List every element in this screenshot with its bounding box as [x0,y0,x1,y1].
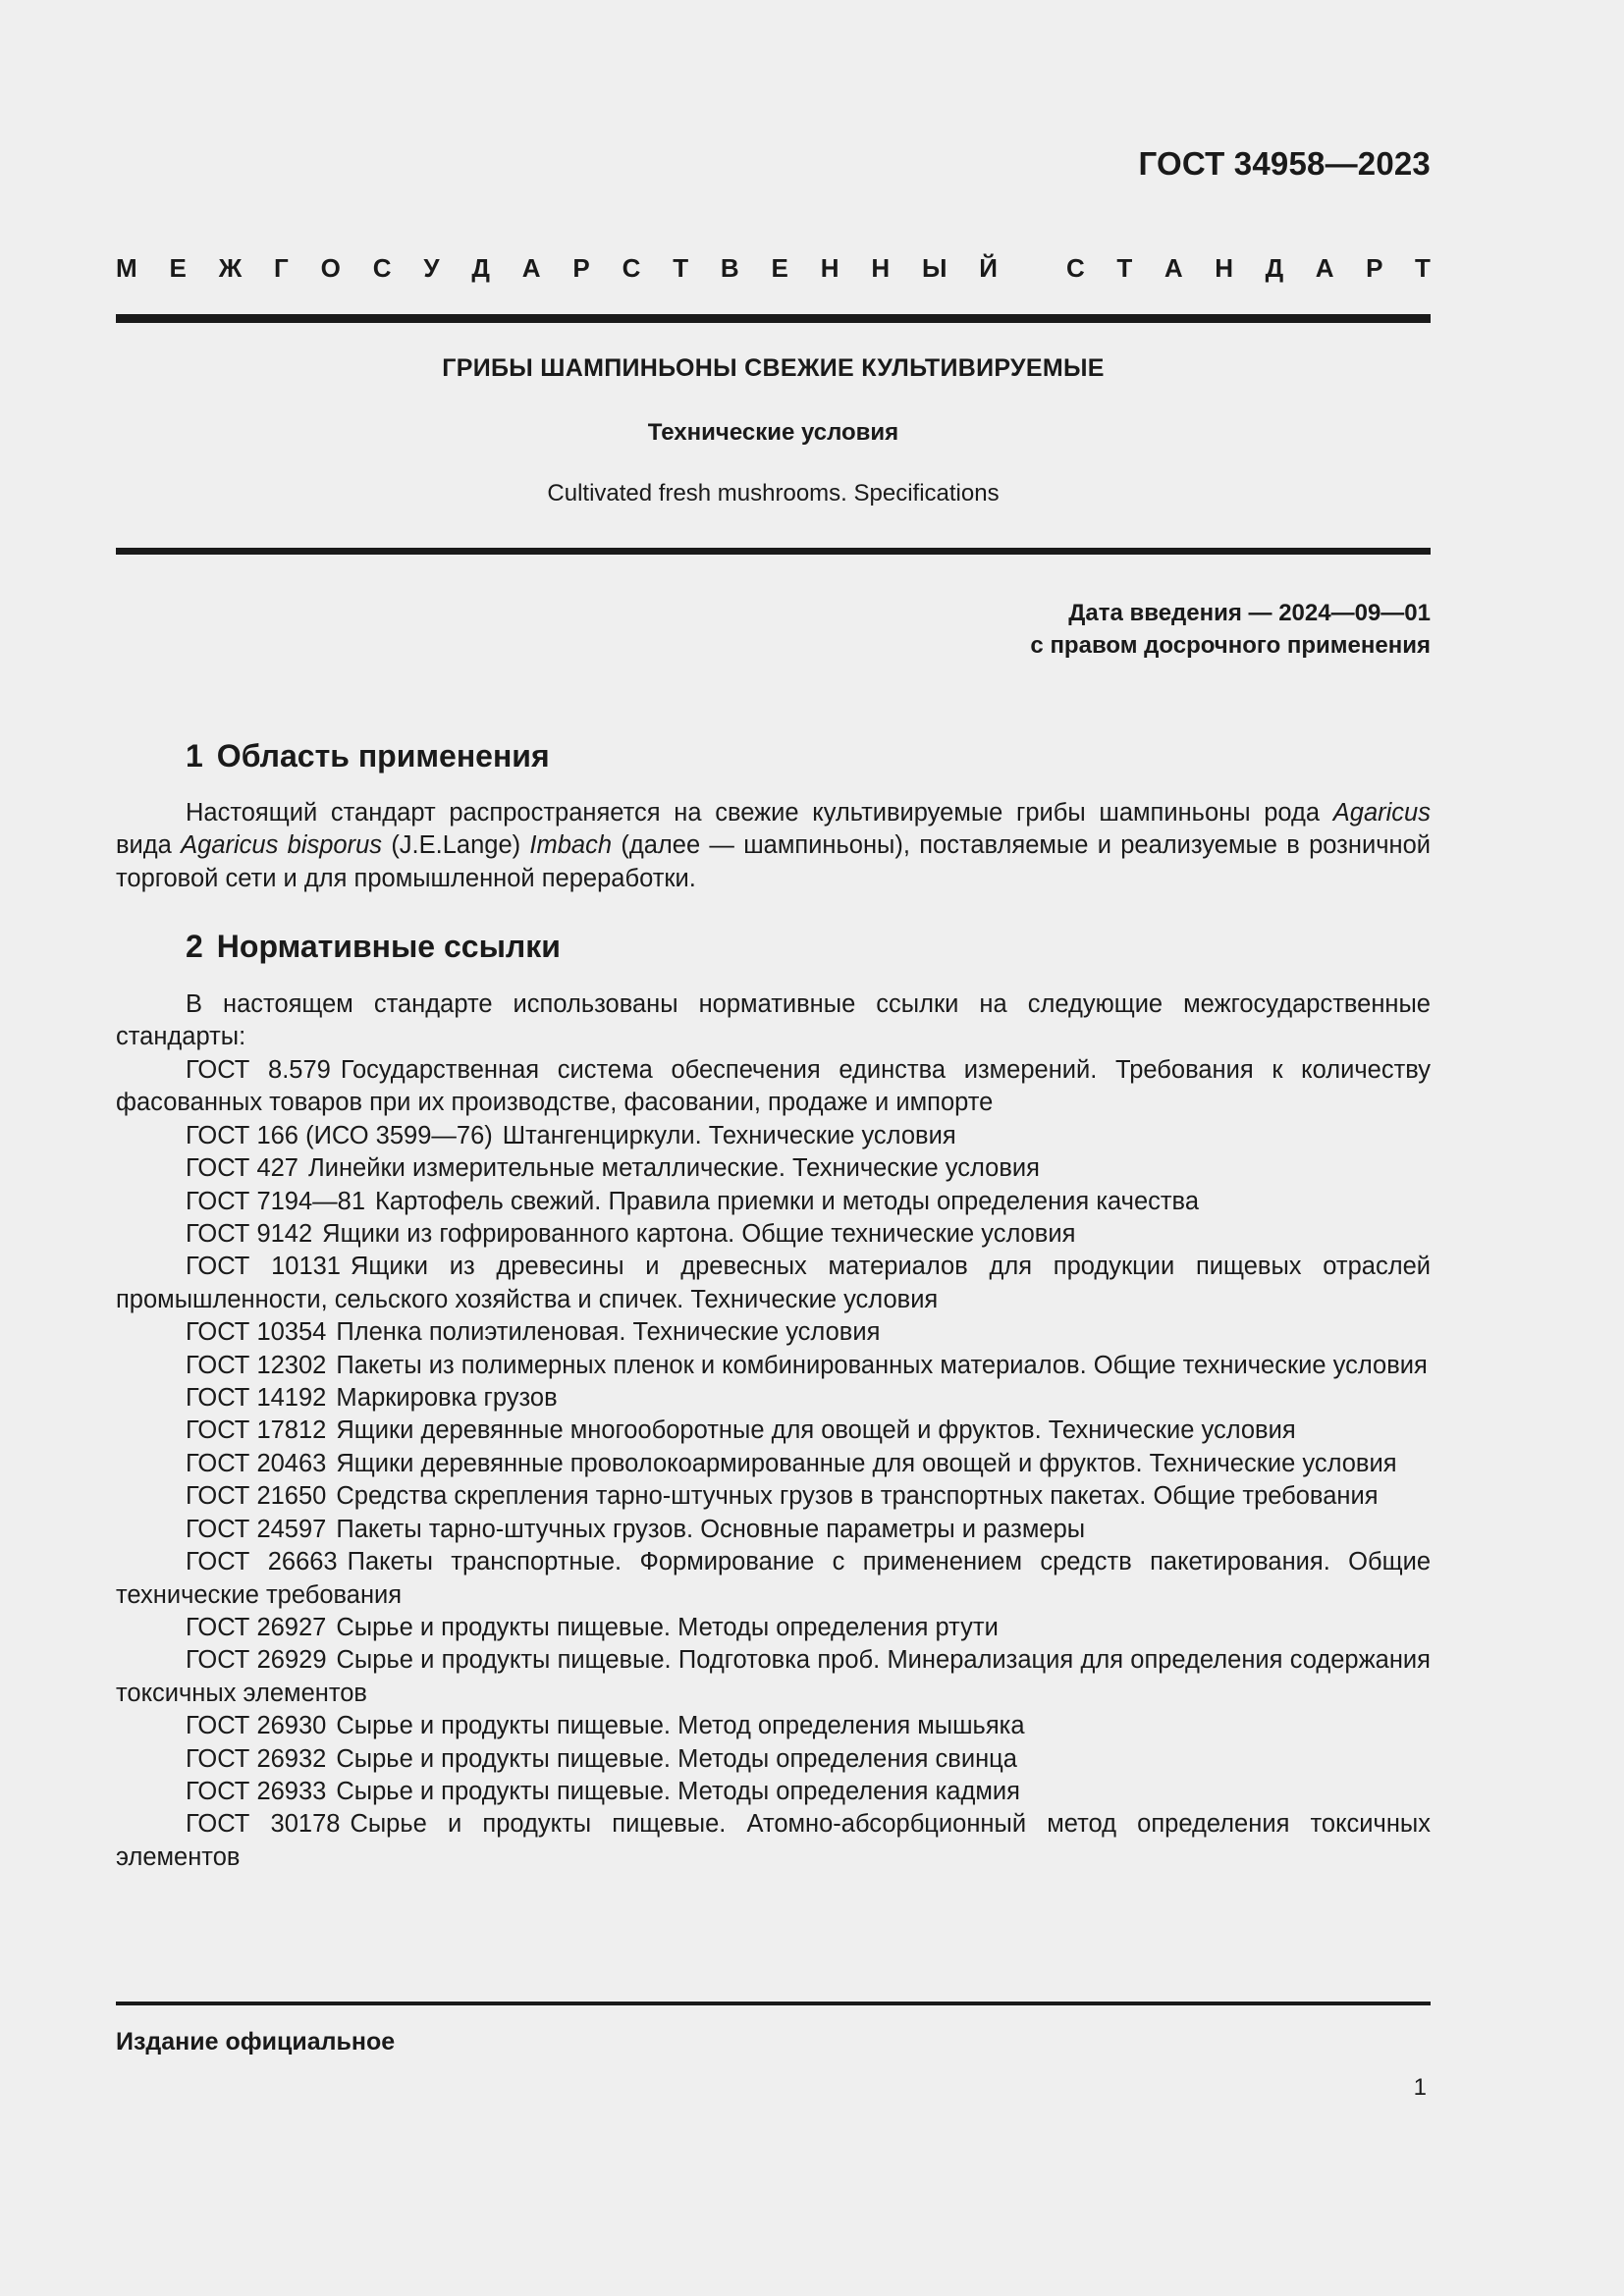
reference-code: ГОСТ 166 (ИСО 3599—76) [186,1121,493,1149]
reference-item [116,1251,1431,1316]
reference-item [116,1152,1431,1185]
document-title: ГРИБЫ ШАМПИНЬОНЫ СВЕЖИЕ КУЛЬТИВИРУЕМЫЕ [442,354,1105,382]
reference-code: ГОСТ 20463 [186,1449,327,1477]
scope-text-3: (J.E.Lange) [382,831,530,860]
reference-title: Средства скрепления тарно-штучных грузов в транспортных пакетах. Общие требования [336,1482,1379,1511]
reference-title: Линейки измерительные металлические. Технические условия [308,1154,1040,1183]
official-edition-label: Издание официальное [116,2028,396,2056]
reference-item [116,1546,1431,1612]
reference-code: ГОСТ 10354 [186,1318,327,1347]
reference-title: Ящики деревянные проволокоармированные для овощей и фруктов. Технические условия [336,1449,1397,1477]
reference-code: ГОСТ 14192 [186,1384,327,1413]
reference-title: Ящики из гофрированного картона. Общие технические условия [322,1220,1076,1249]
genus-name: Agaricus [1332,799,1431,827]
reference-code: ГОСТ 7194—81 [186,1187,366,1215]
reference-code: ГОСТ 26930 [186,1712,327,1740]
reference-title: Пакеты из полимерных пленок и комбинированных материалов. Общие технические условия [336,1351,1428,1379]
footer-divider [116,2002,1431,2005]
page-number: 1 [1413,2074,1427,2101]
reference-code: ГОСТ 12302 [186,1351,327,1379]
species-author: Imbach [529,831,613,860]
reference-code: ГОСТ 17812 [186,1416,327,1445]
reference-code: ГОСТ 427 [186,1154,298,1183]
document-number: ГОСТ 34958—2023 [1138,145,1431,182]
reference-title: Ящики деревянные многооборотные для овощей и фруктов. Технические условия [336,1416,1296,1445]
reference-code: ГОСТ 24597 [186,1515,327,1543]
reference-title: Государственная система обеспечения единства измерений. Требования к количеству фасованных товаров при их производстве, фасовании, продаже и импорте [116,1056,1431,1117]
section-2-heading [186,929,561,965]
reference-title: Сырье и продукты пищевые. Атомно-абсорбционный метод определения токсичных элементов [116,1810,1431,1871]
section-2-title: Нормативные ссылки [216,929,561,964]
title-divider [116,548,1431,555]
standard-type-banner [116,253,1431,284]
reference-item [116,1776,1431,1808]
reference-item [116,1350,1431,1382]
scope-text-4: (далее — шампиньоны), поставляемые и реализуемые в розничной торговой сети и для промышленной переработки. [116,831,1431,892]
reference-item [116,1710,1431,1742]
scope-text-2: вида [116,831,182,860]
reference-code: ГОСТ 8.579 [186,1056,331,1084]
section-1-heading [186,738,550,774]
reference-item [116,1415,1431,1447]
reference-item [116,1612,1431,1644]
section-1-paragraph [116,797,1431,895]
reference-item [116,1644,1431,1710]
reference-title: Пленка полиэтиленовая. Технические условия [336,1318,881,1347]
species-name: Agaricus bisporus [181,831,383,860]
reference-code: ГОСТ 21650 [186,1482,327,1511]
introduction-date-block [1030,597,1431,662]
section-2-intro: В настоящем стандарте использованы нормативные ссылки на следующие межгосударственные стандарты: [116,990,1431,1051]
reference-title: Сырье и продукты пищевые. Методы определения свинца [336,1744,1017,1773]
reference-item [116,1382,1431,1415]
reference-code: ГОСТ 26663 [186,1548,338,1576]
reference-code: ГОСТ 26929 [186,1646,327,1675]
reference-code: ГОСТ 26933 [186,1777,327,1805]
reference-title: Сырье и продукты пищевые. Методы определения ртути [336,1613,999,1641]
early-use-note: с правом досрочного применения [1030,632,1431,659]
section-1-title: Область применения [216,738,550,774]
reference-item [116,1808,1431,1874]
reference-item [116,1054,1431,1120]
reference-item [116,1448,1431,1480]
standard-type-word2: С Т А Н Д А Р Т [1066,253,1431,283]
reference-item [116,1743,1431,1776]
reference-code: ГОСТ 26927 [186,1613,327,1641]
section-1-number: 1 [186,738,203,774]
reference-item [116,1120,1431,1152]
top-divider [116,314,1431,323]
reference-item [116,1514,1431,1546]
reference-title: Картофель свежий. Правила приемки и методы определения качества [375,1187,1199,1215]
normative-references-list [116,1054,1431,1874]
scope-text-1: Настоящий стандарт распространяется на свежие культивируемые грибы шампиньоны рода [186,799,1333,827]
reference-title: Маркировка грузов [336,1384,558,1413]
reference-item [116,1218,1431,1251]
reference-item [116,1480,1431,1513]
reference-title: Пакеты тарно-штучных грузов. Основные параметры и размеры [336,1515,1086,1543]
reference-title: Штангенциркули. Технические условия [502,1121,956,1149]
reference-code: ГОСТ 9142 [186,1220,313,1249]
reference-title: Пакеты транспортные. Формирование с применением средств пакетирования. Общие технические требования [116,1548,1432,1609]
document-subtitle: Технические условия [647,419,899,446]
reference-code: ГОСТ 26932 [186,1744,327,1773]
reference-item [116,1186,1431,1218]
reference-title: Ящики из древесины и древесных материалов для продукции пищевых отраслей промышленности, сельского хозяйства и спичек. Технические условия [116,1253,1431,1313]
reference-title: Сырье и продукты пищевые. Подготовка проб. Минерализация для определения содержания токсичных элементов [116,1646,1431,1707]
reference-code: ГОСТ 30178 [186,1810,341,1839]
standard-type-word1: М Е Ж Г О С У Д А Р С Т В Е Н Н Ы Й [116,253,998,283]
reference-item [116,1316,1431,1349]
reference-title: Сырье и продукты пищевые. Метод определения мышьяка [336,1712,1025,1740]
introduction-date: Дата введения — 2024—09—01 [1068,600,1431,626]
reference-title: Сырье и продукты пищевые. Методы определения кадмия [336,1777,1020,1805]
reference-code: ГОСТ 10131 [186,1253,341,1281]
section-2-number: 2 [186,929,203,964]
english-title: Cultivated fresh mushrooms. Specifications [547,480,1000,507]
